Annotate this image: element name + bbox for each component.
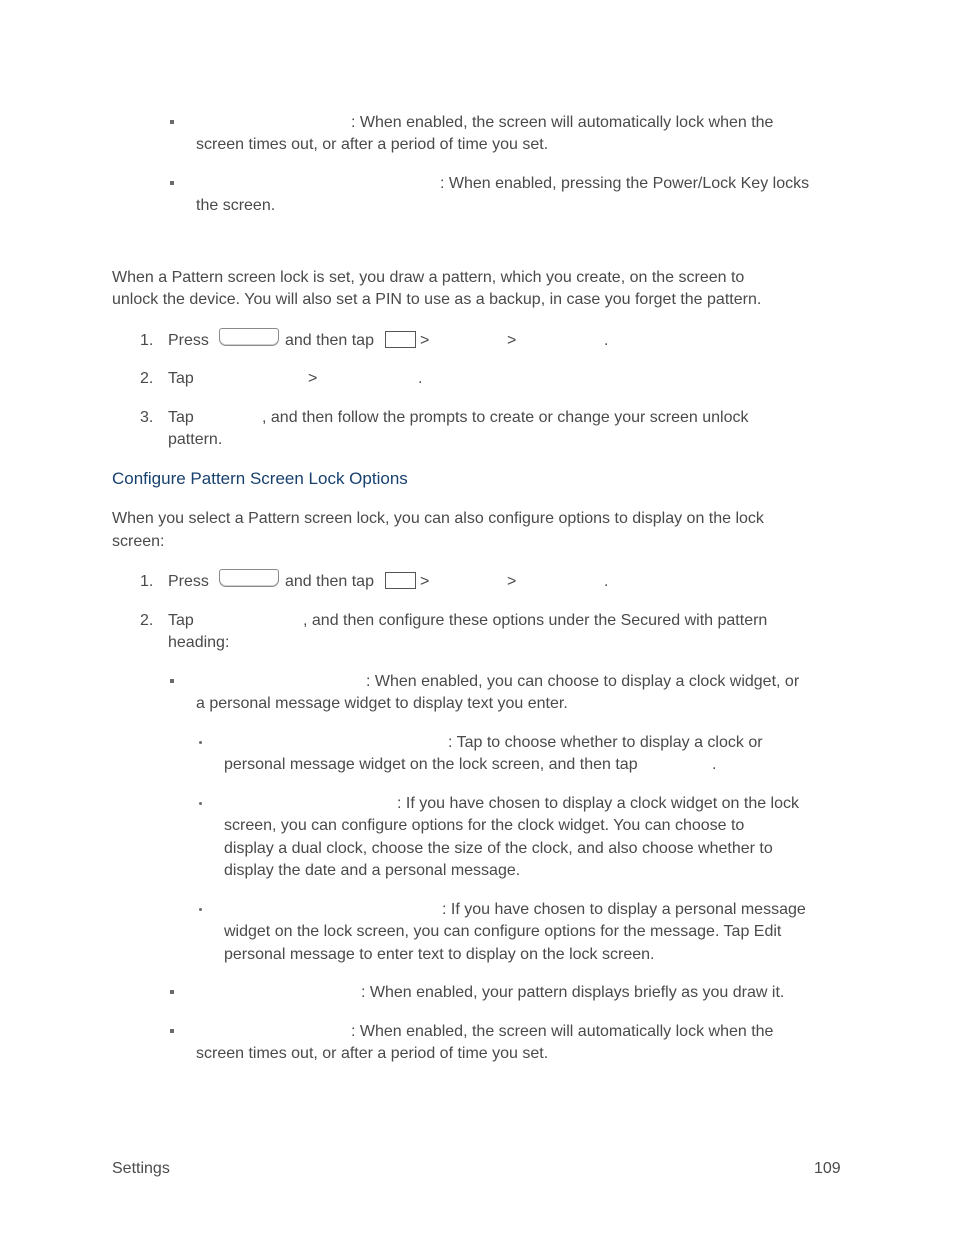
step-text: Press	[168, 573, 209, 590]
bullet-text: : When enabled, your pattern displays briefly as you draw it.	[361, 984, 785, 1001]
bullet-dot-icon	[199, 908, 202, 911]
sub-bullet-text: display the date and a personal message.	[224, 862, 521, 879]
step-separator: >	[420, 332, 430, 349]
paragraph-line: When you select a Pattern screen lock, you can also configure options to display on the lock	[112, 510, 764, 527]
step-text: , and then follow the prompts to create or change your screen unlock	[262, 409, 749, 426]
apps-icon	[385, 331, 416, 348]
step-number: 2.	[140, 370, 154, 387]
paragraph-line: When a Pattern screen lock is set, you draw a pattern, which you create, on the screen to	[112, 269, 745, 286]
bullet-square-icon	[170, 120, 174, 124]
apps-icon	[385, 572, 416, 589]
bullet-text: : When enabled, the screen will automatically lock when the	[351, 114, 774, 131]
step-period: .	[604, 332, 609, 349]
step-text: and then tap	[285, 573, 374, 590]
step-separator: >	[507, 332, 517, 349]
sub-bullet-text: : If you have chosen to display a clock widget on the lock	[397, 795, 800, 812]
step-text: pattern.	[168, 431, 223, 448]
sub-bullet-text: widget on the lock screen, you can configure options for the message. Tap Edit	[224, 923, 782, 940]
paragraph-line: screen:	[112, 533, 165, 550]
bullet-square-icon	[170, 1029, 174, 1033]
step-text: heading:	[168, 634, 230, 651]
step-text: Press	[168, 332, 209, 349]
step-separator: >	[308, 370, 318, 387]
bullet-square-icon	[170, 181, 174, 185]
bullet-text: a personal message widget to display text you enter.	[196, 695, 568, 712]
bullet-text: : When enabled, the screen will automatically lock when the	[351, 1023, 774, 1040]
paragraph-line: unlock the device. You will also set a PIN to use as a backup, in case you forget the pattern.	[112, 291, 762, 308]
sub-bullet-text: display a dual clock, choose the size of the clock, and also choose whether to	[224, 840, 773, 857]
home-key-icon	[219, 328, 279, 346]
step-text: , and then configure these options under the Secured with pattern	[303, 612, 768, 629]
sub-bullet-text: .	[712, 756, 717, 773]
step-number: 3.	[140, 409, 154, 426]
step-period: .	[418, 370, 423, 387]
sub-bullet-text: personal message widget on the lock screen, and then tap	[224, 756, 638, 773]
page-number: 109	[814, 1160, 841, 1177]
step-separator: >	[507, 573, 517, 590]
bullet-dot-icon	[199, 802, 202, 805]
step-text: Tap	[168, 409, 194, 426]
sub-bullet-text: screen, you can configure options for the clock widget. You can choose to	[224, 817, 745, 834]
step-text: Tap	[168, 370, 194, 387]
bullet-text: : When enabled, pressing the Power/Lock Key locks	[440, 175, 810, 192]
home-key-icon	[219, 569, 279, 587]
step-number: 2.	[140, 612, 154, 629]
footer-section-name: Settings	[112, 1160, 170, 1177]
section-heading: Configure Pattern Screen Lock Options	[112, 469, 408, 488]
bullet-text: screen times out, or after a period of time you set.	[196, 136, 549, 153]
sub-bullet-text: : Tap to choose whether to display a clock or	[448, 734, 763, 751]
bullet-text: : When enabled, you can choose to display a clock widget, or	[366, 673, 800, 690]
bullet-dot-icon	[199, 741, 202, 744]
step-text: Tap	[168, 612, 194, 629]
step-period: .	[604, 573, 609, 590]
step-number: 1.	[140, 573, 154, 590]
bullet-text: screen times out, or after a period of time you set.	[196, 1045, 549, 1062]
bullet-square-icon	[170, 679, 174, 683]
bullet-square-icon	[170, 990, 174, 994]
bullet-text: the screen.	[196, 197, 276, 214]
step-separator: >	[420, 573, 430, 590]
sub-bullet-text: personal message to enter text to display on the lock screen.	[224, 946, 655, 963]
sub-bullet-text: : If you have chosen to display a personal message	[442, 901, 806, 918]
step-number: 1.	[140, 332, 154, 349]
step-text: and then tap	[285, 332, 374, 349]
